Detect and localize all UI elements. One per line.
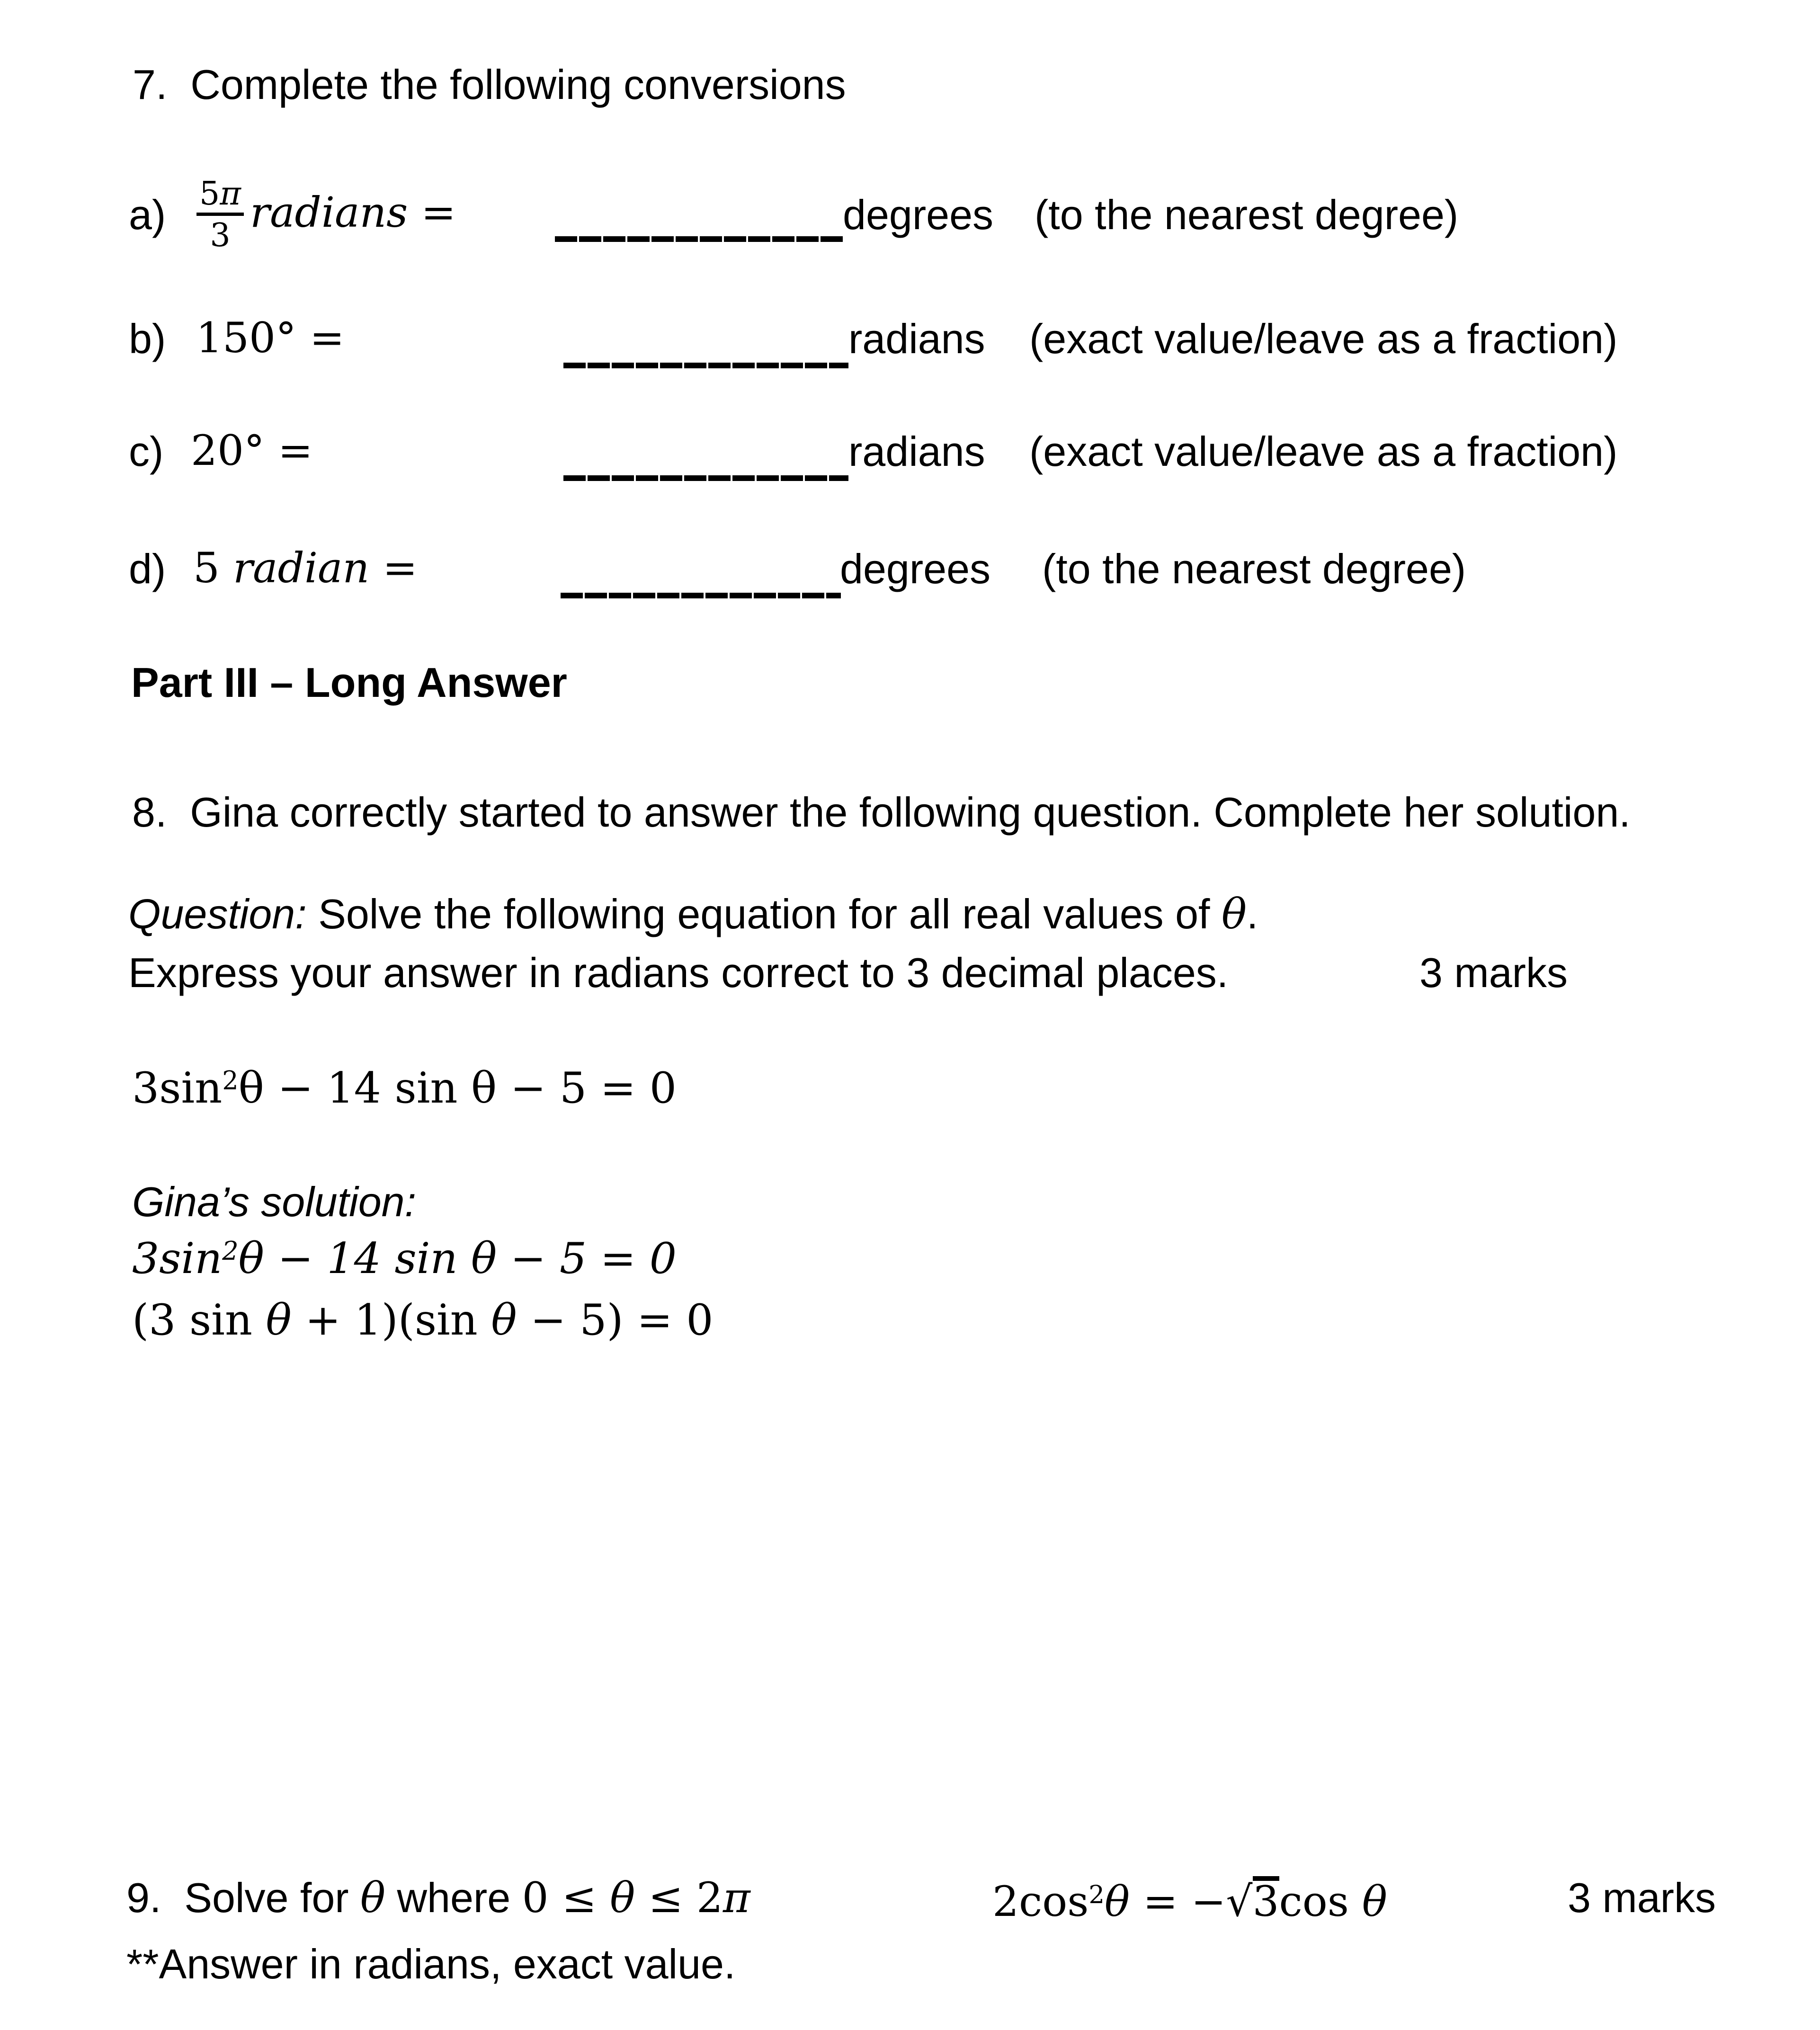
gina-eq2-theta1: θ [266, 1295, 292, 1345]
gina-eq1-post: θ − 14 sin θ − 5 = 0 [238, 1234, 677, 1283]
q7b-note: (exact value/leave as a fraction) [1029, 315, 1618, 362]
answer-blank-d [561, 593, 841, 598]
q8-equation [132, 1063, 677, 1113]
q9-domain-theta: θ [610, 1873, 635, 1922]
gina-eq2-p3: − 5) = 0 [517, 1295, 714, 1345]
q7a-note: (to the nearest degree) [1035, 191, 1459, 238]
q7a-label: a) [129, 191, 166, 238]
q9-eq-theta2: θ [1362, 1877, 1387, 1926]
q8-eq-post: θ − 14 sin θ − 5 = 0 [238, 1063, 677, 1113]
q7a-expression [250, 188, 456, 237]
q9-prompt [126, 1873, 750, 1922]
gina-solution-label: Gina’s solution: [132, 1178, 417, 1225]
q7a-fraction-denominator: 3 [196, 213, 244, 252]
q7a-fraction-numerator [196, 177, 244, 213]
q7d-note: (to the nearest degree) [1042, 545, 1466, 592]
q9-radicand: 3 [1252, 1877, 1279, 1926]
q7a-num-coefficient: 5 [199, 175, 220, 213]
q7a-equals-sign: = [421, 188, 456, 237]
q7a-unit: degrees [843, 191, 994, 238]
q7c-label: c) [129, 428, 164, 475]
gina-eq1-superscript: 2 [222, 1236, 239, 1266]
q8-prompt: 8. Gina correctly started to answer the following question. Complete her solution. [132, 789, 1631, 836]
gina-eq1-pre: 3sin [132, 1234, 223, 1283]
q7d-coefficient: 5 [193, 543, 233, 592]
q8-question-body: Solve the following equation for all real values of [306, 890, 1222, 937]
q7d-expression [193, 543, 418, 592]
q9-equation [992, 1876, 1387, 1926]
q9-eq-cos: cos [1279, 1877, 1362, 1926]
q7d-label: d) [129, 545, 166, 592]
q9-marks: 3 marks [1568, 1874, 1716, 1921]
q9-domain-pre: 0 ≤ [522, 1873, 610, 1922]
q7-heading: 7. Complete the following conversions [133, 61, 846, 108]
q9-eq-relation: = − [1130, 1877, 1226, 1926]
q8-question-label: Question: [128, 890, 307, 937]
q7c-expression: 20° = [191, 426, 313, 475]
q8-question-theta: θ [1221, 890, 1247, 938]
q9-eq-superscript: 2 [1088, 1880, 1105, 1909]
q9-note: **Answer in radians, exact value. [126, 1941, 736, 1987]
gina-equation-2 [132, 1295, 714, 1345]
q7a-radians-word: radians [250, 188, 421, 237]
q7a-num-pi: π [220, 175, 241, 213]
q7d-radian-word: radian [232, 543, 383, 592]
q8-eq-pre: 3sin [132, 1063, 223, 1113]
q7b-unit: radians [848, 315, 985, 362]
q9-lead: 9. Solve for [126, 1874, 361, 1921]
answer-blank-a [555, 236, 843, 242]
gina-eq2-theta2: θ [491, 1295, 517, 1345]
q8-express: Express your answer in radians correct to 3 decimal places. [128, 949, 1229, 996]
q7c-note: (exact value/leave as a fraction) [1029, 428, 1618, 475]
gina-eq2-p1: (3 sin [132, 1295, 266, 1345]
q7a-fraction [196, 177, 244, 253]
gina-equation-1 [132, 1234, 677, 1283]
q9-radical-sign: √ [1226, 1877, 1253, 1926]
q8-question-period: . [1246, 890, 1258, 937]
q9-eq-theta: θ [1105, 1877, 1130, 1926]
q9-eq-pre: 2cos [992, 1877, 1089, 1926]
q7d-equals-sign: = [383, 543, 418, 592]
q7b-label: b) [129, 315, 166, 362]
q9-domain-pi: π [723, 1873, 750, 1922]
gina-eq2-p2: + 1)(sin [291, 1295, 491, 1345]
part3-heading: Part III – Long Answer [131, 659, 567, 706]
answer-blank-c [563, 475, 848, 481]
q7b-expression: 150° = [196, 313, 345, 362]
q7c-unit: radians [848, 428, 985, 475]
q9-where: where [385, 1874, 522, 1921]
q8-eq-superscript: 2 [222, 1065, 239, 1095]
q9-domain-mid: ≤ 2 [635, 1873, 723, 1922]
q7d-unit: degrees [840, 545, 991, 592]
answer-blank-b [563, 363, 848, 368]
q9-theta: θ [360, 1873, 385, 1922]
q8-marks: 3 marks [1419, 949, 1568, 996]
q8-question [128, 890, 1258, 938]
